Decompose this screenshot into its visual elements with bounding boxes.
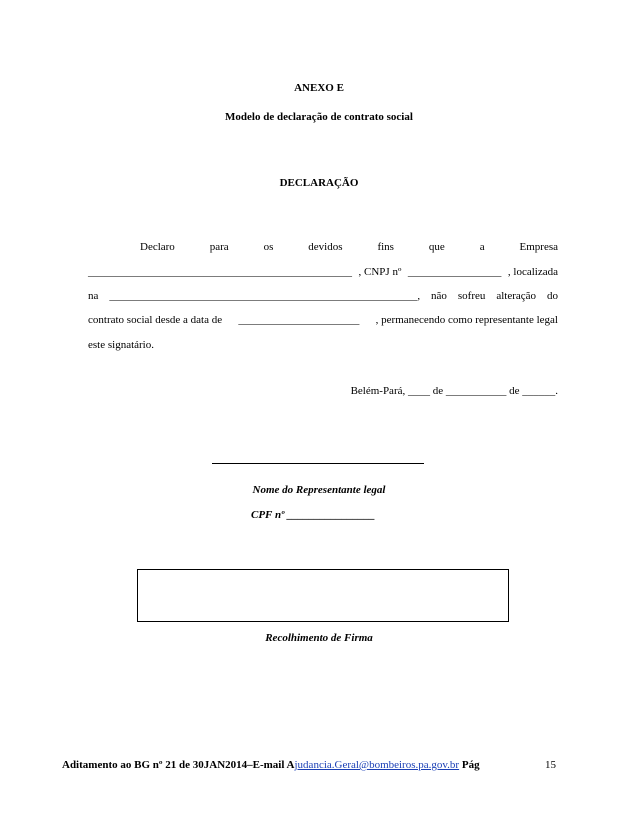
declaration-title: DECLARAÇÃO bbox=[279, 177, 359, 189]
word: sofreu bbox=[457, 290, 486, 302]
cpf-label: CPF nº bbox=[251, 509, 285, 521]
contract-date-blank: ______________________ bbox=[238, 314, 360, 326]
word: a bbox=[479, 241, 485, 253]
located-label: , localizada bbox=[507, 266, 558, 278]
footer bbox=[62, 759, 556, 771]
email-link[interactable]: judancia.Geral@bombeiros.pa.gov.br bbox=[294, 759, 460, 771]
representative-text: , permanecendo como representante legal bbox=[375, 314, 558, 326]
cnpj-label: , CNPJ nº bbox=[358, 266, 402, 278]
address-blank: ________________________________________________________, bbox=[109, 290, 421, 302]
place-date: Belém-Pará, ____ de ___________ de ______. bbox=[350, 385, 558, 397]
word: devidos bbox=[308, 241, 343, 253]
cnpj-blank: _________________ bbox=[407, 266, 502, 278]
word: Empresa bbox=[519, 241, 558, 253]
word: do bbox=[546, 290, 558, 302]
footer-text: Aditamento ao BG nº 21 de 30JAN2014–E-mail A bbox=[62, 759, 295, 771]
representative-name-label: Nome do Representante legal bbox=[252, 484, 386, 496]
signature-stamp-box bbox=[137, 569, 509, 622]
word: para bbox=[209, 241, 229, 253]
cpf-blank: ________________ bbox=[287, 509, 376, 521]
company-name-blank: ________________________________________________ bbox=[88, 266, 352, 278]
body-line-2 bbox=[88, 266, 558, 278]
contract-date-label: contrato social desde a data de bbox=[88, 314, 223, 326]
annex-title: ANEXO E bbox=[294, 82, 344, 94]
footer-page-label: Pág bbox=[459, 759, 480, 771]
page-number: 15 bbox=[545, 759, 556, 771]
body-line-3 bbox=[88, 290, 558, 302]
word: alteração bbox=[496, 290, 537, 302]
body-line-4 bbox=[88, 314, 558, 326]
word: os bbox=[263, 241, 274, 253]
signature-line bbox=[212, 463, 424, 464]
cpf-field bbox=[251, 509, 375, 521]
body-line-1 bbox=[88, 241, 558, 253]
signatory-text: este signatário. bbox=[88, 339, 154, 351]
word: não bbox=[431, 290, 447, 302]
word: Declaro bbox=[140, 241, 175, 253]
word: na bbox=[88, 290, 99, 302]
body-line-5 bbox=[88, 339, 558, 351]
word: fins bbox=[377, 241, 394, 253]
annex-subtitle: Modelo de declaração de contrato social bbox=[225, 111, 413, 123]
stamp-label: Recolhimento de Firma bbox=[265, 632, 373, 644]
word: que bbox=[428, 241, 445, 253]
